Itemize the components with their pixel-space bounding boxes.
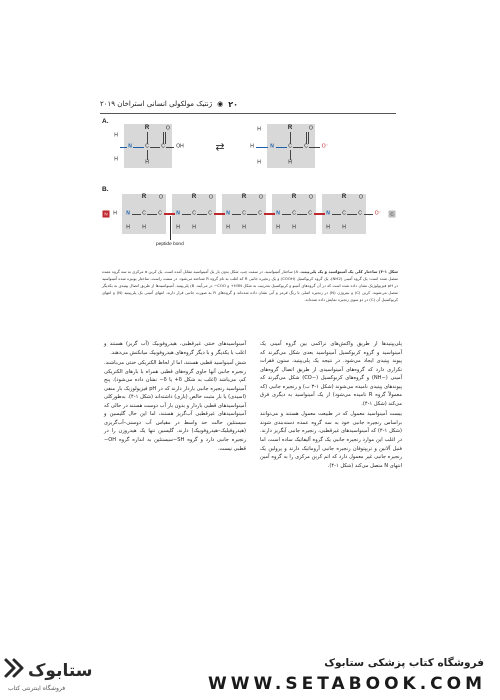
atom-h: H (257, 159, 261, 166)
header-rule (100, 113, 396, 114)
bond (256, 147, 268, 148)
bond (297, 214, 307, 215)
bond (290, 150, 291, 160)
atom-o: O (259, 194, 263, 201)
bond (147, 214, 157, 215)
atom-o: O (209, 194, 213, 201)
atom-r: R (141, 194, 147, 200)
peptide-bond (164, 213, 175, 215)
setabook-logo (0, 646, 120, 700)
peptide-bond (264, 213, 275, 215)
atom-r: R (241, 194, 247, 200)
atom-o-minus: O⁻ (374, 210, 382, 217)
peptide-bond (314, 213, 325, 215)
body-column-right (260, 340, 402, 472)
atom-r: R (191, 194, 197, 200)
atom-n-plus: N (270, 143, 274, 150)
atom-h: H (292, 224, 296, 231)
atom-c: C (308, 210, 312, 217)
atom-n: N (276, 210, 280, 217)
bond (364, 214, 373, 215)
atom-r: R (341, 194, 347, 200)
atom-o: O (309, 194, 313, 201)
bond (133, 147, 144, 148)
bond (147, 132, 148, 144)
page-header (100, 96, 396, 112)
caption-text: A) ساختار آمینواسید. در سمت چپ، شکل بدون بار یک آمینواسید مقابل آمده است. یک کربن α مرکزی به سه گروه عمده متصل شده است: یک گروه آمینی (NH2)، یک گروه کربوکسیل (COOH) و یک زنجیره جانبی R که اغلب به نام گروه R شناخته می‌شود. در سمت راست، ساختار یونیزه شده آمینواسید در pH فیزیولوژیک نشان داده شده است که در آن گروه‌های آمینو و کربوکسیل به‌ترتیب به شکل H3N+ و COO− در می‌آیند. B) پلی‌پپتید. آمینواسیدها از طریق اتصال پپتیدی به یکدیگر متصل می‌شوند. کربن (C) و نیتروژن (N) در زنجیره اصلی با رنگ قرمز و آبی نشان داده شده‌اند و گروه‌های R به صورت جانبی قرار دارند. انتهای آمینی یک پلی‌پپتید (N) و انتهای کربوکسیل آن (C) در دو سوی زنجیره نمایش داده شده‌اند. (102, 269, 399, 302)
atom-n: N (176, 210, 180, 217)
bond (290, 132, 291, 144)
atom-c-alpha: C (292, 210, 296, 217)
atom-h: H (288, 159, 292, 166)
bond (347, 214, 357, 215)
atom-o: O (159, 194, 163, 201)
bond (247, 214, 257, 215)
atom-c-alpha: C (145, 143, 149, 150)
atom-h: H (145, 159, 149, 166)
atom-c-alpha: C (142, 210, 146, 217)
atom-o: O (166, 125, 170, 132)
atom-c: C (158, 210, 162, 217)
atom-h: H (126, 224, 130, 231)
n-terminus-box: N (104, 211, 108, 217)
running-title: ژنتیک مولکولی انسانی استراخان ۲۰۱۹ (100, 100, 213, 108)
bond (120, 147, 127, 148)
bond (276, 147, 287, 148)
atom-h: H (257, 126, 261, 133)
atom-h: H (242, 224, 246, 231)
equilibrium-arrows-icon: ⇄ (215, 140, 225, 154)
atom-h: H (276, 224, 280, 231)
atom-oh: OH (176, 143, 184, 150)
atom-c: C (161, 143, 165, 150)
atom-h: H (176, 224, 180, 231)
atom-c-alpha: C (192, 210, 196, 217)
footer-watermark (0, 646, 500, 700)
atom-c: C (258, 210, 262, 217)
atom-c: C (304, 143, 308, 150)
bond (147, 150, 148, 160)
atom-h: H (342, 224, 346, 231)
atom-h: H (114, 156, 118, 163)
peptide-bond (214, 213, 225, 215)
atom-h: H (113, 210, 117, 217)
c-terminus-box: C (390, 211, 394, 217)
page-number: ۲۰ (228, 99, 238, 109)
atom-o: O (359, 194, 363, 201)
bond (309, 147, 320, 148)
bond (197, 214, 207, 215)
atom-r: R (144, 125, 150, 131)
atom-o-minus: O⁻ (321, 143, 329, 150)
paragraph: پلی‌پپتیدها از طریق واکنش‌های تراکمی بین گروه آمینی یک آمینواسید و گروه کربوکسیل آمینواسید بعدی شکل می‌گیرند که پیوند پپتیدی ایجاد می‌شود. در نتیجه یک پلی‌پپتید، ستون فقرات تکراری دارد که گروه‌های آمینواسیدی از طریق اتصال گروه‌های آمینی (−NH) و گروه‌های کربوکسیل (−CO) شکل می‌گیرند که پیوندهای پپتیدی نامیده می‌شوند (شکل ۱-۳ ب) و زنجیره جانبی (که معمولاً گروه R نامیده می‌شود) از یک آمینواسید به دیگری فرق می‌کند (شکل ۱-۴). (260, 341, 403, 407)
paragraph: بیست آمینواسید معمول که در طبیعت معمول هستند و می‌توانند براساس زنجیره جانبی خود به سه گروه عمده دسته‌بندی شوند (شکل ۱-۴) که آمینواسیدهای غیرقطبی، زنجیره جانبی آبگریز دارند. در اغلب این موارد زنجیره جانبی یک گروه آلیفاتیک ساده است، اما فنیل آلانین و تریپتوفان زنجیره جانبی آروماتیک دارند و پرولین یک زنجیره جانبی غیر معمول دارد که اتم کربن مرکزی را به گروه آمین انتهای N متصل می‌کند (شکل ۱-۴). (260, 411, 402, 469)
bond (165, 132, 166, 144)
logo-subtext: فروشگاه اینترنتی کتاب (8, 685, 66, 692)
atom-n: N (226, 210, 230, 217)
atom-h: H (226, 224, 230, 231)
figure-caption (102, 268, 398, 303)
bond (132, 214, 141, 215)
header-bullet-icon: ◉ (217, 100, 224, 108)
atom-h: H (326, 224, 330, 231)
bond (308, 132, 309, 144)
atom-c-alpha: C (288, 143, 292, 150)
atom-c-alpha: C (342, 210, 346, 217)
panel-a-label: A. (102, 118, 109, 125)
atom-h: H (142, 224, 146, 231)
atom-o: O (309, 125, 313, 132)
body-column-left (104, 340, 246, 455)
bond (150, 147, 160, 148)
atom-h: H (192, 224, 196, 231)
bond (166, 147, 174, 148)
paragraph: آمینواسیدهای خنثی غیرقطبی، هیدروفوبیک (آب گریز) هستند و اغلب با یکدیگر و با دیگر گروه‌های هیدروفوبیک میانکنش می‌دهند. (104, 341, 246, 356)
bond (293, 147, 303, 148)
panel-b-label: B. (102, 186, 109, 193)
atom-c-alpha: C (242, 210, 246, 217)
bond (282, 214, 291, 215)
atom-c: C (208, 210, 212, 217)
peptide-bond-pointer (170, 216, 171, 240)
bond (182, 214, 191, 215)
atom-n: N (128, 143, 132, 150)
footer-title: فروشگاه کتاب پزشکی ستابوک (324, 657, 484, 669)
atom-n: N (126, 210, 130, 217)
atom-h: H (250, 143, 254, 150)
footer-url: WWW.SETABOOK.COM (208, 674, 486, 694)
logo-text: ستابوک (28, 661, 93, 681)
atom-r: R (291, 194, 297, 200)
bond (232, 214, 241, 215)
caption-title: شکل ۱-۳) ساختار کلی یک آمینواسید و یک پلی‌پپتید. (299, 269, 398, 274)
bond (332, 214, 341, 215)
atom-r: R (287, 125, 293, 131)
figure-amino-acid (102, 116, 398, 264)
atom-h: H (114, 132, 118, 139)
peptide-bond-label: peptide bond (156, 242, 184, 247)
atom-c: C (358, 210, 362, 217)
atom-n: N (326, 210, 330, 217)
paragraph: شش آمینواسید قطبی هستند، اما از لحاظ الکتریکی خنثی می‌باشند. زنجیره جانبی آنها حاوی گروه‌های قطبی همراه با بارهای الکتریکی کم، می‌باشد (اغلب به شکل δ+ یا δ− نشان داده می‌شود). پنج آمینواسید زنجیره جانبی باردار دارند که در pH فیزیولوژیک بار منفی (اسیدی) یا بار مثبت خالص (بازی) داشته‌اند (شکل ۱-۴). به‌طورکلی آمینواسیدهای قطبی باردار و بدون بار آب دوست هستند در حالی که آمینواسیدهای غیرقطبی آب‌گریز هستند، اما این حال گلیسین و سیستئین حالت حد واسط در مقیاس آب دوستی–آب‌گریزی (هیدروفیلیک–هیدروفوبیک) دارند. گلیسین تنها یک هیدروژن را در زنجیره جانبی دارد و گروه SH−سیستئین به اندازه گروه OH− قطبی نیست. (104, 360, 246, 452)
